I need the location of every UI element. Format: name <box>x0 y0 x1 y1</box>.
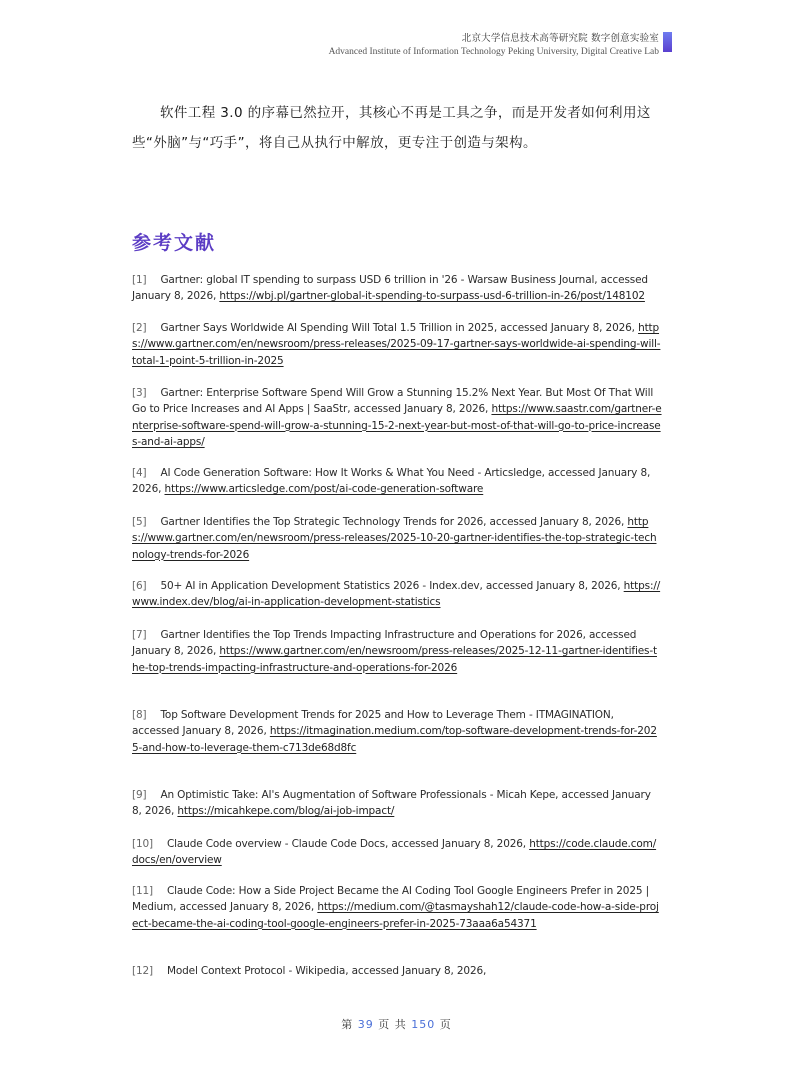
reference-item <box>132 707 662 756</box>
reference-title: Gartner: Enterprise Software Spend Will Grow a Stunning 15.2% Next Year. But Most Of That Will Go to Price Increases and AI Apps | SaaStr, accessed January 8, 2026, <box>132 387 654 416</box>
reference-title: 50+ AI in Application Development Statistics 2026 - Index.dev, accessed January 8, 2026, <box>160 580 624 592</box>
reference-number: [4] <box>132 467 147 479</box>
reference-item <box>132 627 662 676</box>
reference-item <box>132 320 662 369</box>
reference-title: Top Software Development Trends for 2025 and How to Leverage Them - ITMAGINATION, accessed January 8, 2026, <box>132 709 614 738</box>
reference-link[interactable]: https://www.articsledge.com/post/ai-code-generation-software <box>164 483 484 496</box>
reference-number: [8] <box>132 709 147 721</box>
intro-paragraph: 软件工程 3.0 的序幕已然拉开，其核心不再是工具之争，而是开发者如何利用这些“外脑”与“巧手”，将自己从执行中解放，更专注于创造与架构。 <box>132 105 651 151</box>
reference-link[interactable]: https://www.saastr.com/gartner-enterprise-software-spend-will-grow-a-stunning-15-2-next-year-but-most-of-that-will-go-to-price-increases-and-ai-apps/ <box>132 403 662 448</box>
footer-suffix: 页 <box>439 1018 452 1031</box>
reference-title: Claude Code overview - Claude Code Docs, accessed January 8, 2026, <box>166 838 530 850</box>
reference-number: [5] <box>132 516 147 528</box>
reference-item <box>132 836 662 869</box>
reference-link[interactable]: https://www.gartner.com/en/newsroom/press-releases/2025-09-17-gartner-says-worldwide-ai-spending-will-total-1-point-5-trillion-in-2025 <box>132 322 661 367</box>
reference-title: Claude Code: How a Side Project Became the AI Coding Tool Google Engineers Prefer in 2025 | Medium, accessed January 8, 2026, <box>132 885 649 914</box>
reference-item <box>132 385 662 450</box>
reference-number: [10] <box>132 838 153 850</box>
page-header <box>329 32 659 59</box>
header-accent-bar <box>663 32 672 52</box>
reference-link[interactable]: https://code.claude.com/docs/en/overview <box>132 838 657 867</box>
reference-number: [7] <box>132 629 147 641</box>
reference-number: [3] <box>132 387 147 399</box>
reference-link[interactable]: https://www.index.dev/blog/ai-in-application-development-statistics <box>132 580 661 609</box>
reference-item <box>132 465 662 498</box>
reference-number: [1] <box>132 274 147 286</box>
reference-number: [9] <box>132 789 147 801</box>
reference-title: Gartner: global IT spending to surpass USD 6 trillion in '26 - Warsaw Business Journal, accessed January 8, 2026, <box>132 274 648 303</box>
reference-item <box>132 883 662 932</box>
reference-link[interactable]: https://micahkepe.com/blog/ai-job-impact/ <box>177 805 395 818</box>
reference-item <box>132 963 662 979</box>
reference-link[interactable]: https://www.gartner.com/en/newsroom/press-releases/2025-12-11-gartner-identifies-the-top-trends-impacting-infrastructure-and-operations-for-2026 <box>132 645 657 674</box>
reference-number: [11] <box>132 885 153 897</box>
reference-item <box>132 787 662 820</box>
header-institute-en: Advanced Institute of Information Technology Peking University, Digital Creative Lab <box>328 47 659 57</box>
references-heading: 参考文献 <box>132 232 217 254</box>
reference-link[interactable]: https://itmagination.medium.com/top-software-development-trends-for-2025-and-how-to-leverage-them-c713de68d8fc <box>132 725 657 754</box>
page-footer <box>0 1016 793 1032</box>
reference-title: AI Code Generation Software: How It Works & What You Need - Articsledge, accessed January 8, 2026, <box>132 467 651 496</box>
reference-title: Gartner Says Worldwide AI Spending Will Total 1.5 Trillion in 2025, accessed January 8, 2026, <box>160 322 639 334</box>
reference-title: Model Context Protocol - Wikipedia, accessed January 8, 2026, <box>166 965 487 977</box>
reference-item <box>132 578 662 611</box>
reference-title: Gartner Identifies the Top Trends Impacting Infrastructure and Operations for 2026, accessed January 8, 2026, <box>132 629 637 658</box>
reference-link[interactable]: https://wbj.pl/gartner-global-it-spending-to-surpass-usd-6-trillion-in-26/post/148102 <box>219 290 645 303</box>
reference-title: An Optimistic Take: AI's Augmentation of Software Professionals - Micah Kepe, accessed January 8, 2026, <box>132 789 651 818</box>
reference-number: [2] <box>132 322 147 334</box>
reference-item <box>132 514 662 563</box>
footer-prefix: 第 <box>341 1018 354 1031</box>
header-institute-cn: 北京大学信息技术高等研究院 数字创意实验室 <box>461 33 659 44</box>
reference-item <box>132 272 662 305</box>
reference-title: Gartner Identifies the Top Strategic Technology Trends for 2026, accessed January 8, 2026, <box>160 516 628 528</box>
reference-link[interactable]: https://medium.com/@tasmayshah12/claude-code-how-a-side-project-became-the-ai-coding-tool-google-engineers-prefer-in-2025-73aaa6a54371 <box>132 901 659 930</box>
reference-number: [6] <box>132 580 147 592</box>
current-page-number: 39 <box>357 1018 374 1031</box>
footer-mid: 页 共 <box>378 1018 407 1031</box>
total-page-count: 150 <box>411 1018 436 1031</box>
reference-link[interactable]: https://www.gartner.com/en/newsroom/press-releases/2025-10-20-gartner-identifies-the-top-strategic-technology-trends-for-2026 <box>132 516 657 561</box>
reference-number: [12] <box>132 965 153 977</box>
